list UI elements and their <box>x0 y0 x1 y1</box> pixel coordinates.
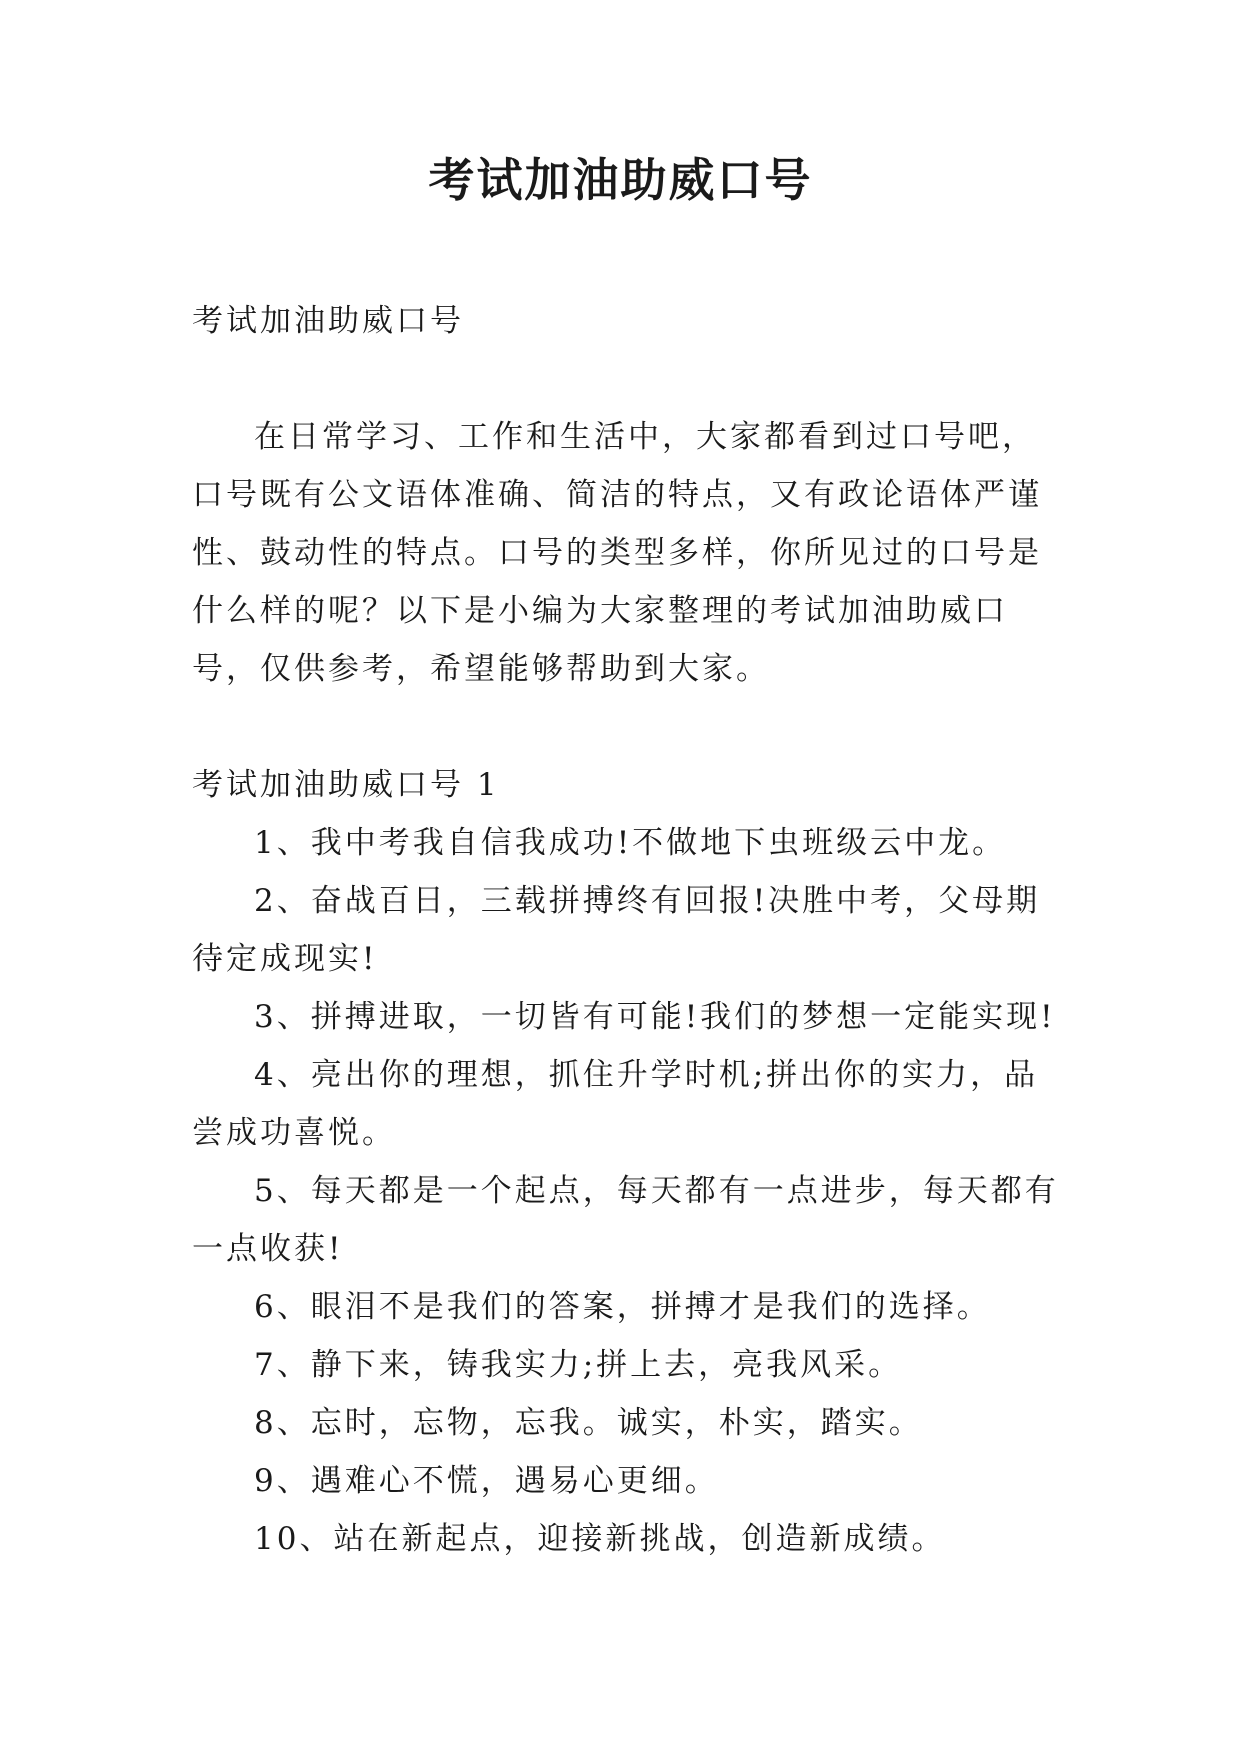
slogan-item: 10、站在新起点，迎接新挑战，创造新成绩。 <box>254 1521 946 1557</box>
slogan-item: 5、每天都是一个起点，每天都有一点进步，每天都有一点收获! <box>192 1173 1059 1267</box>
intro-paragraph: 在日常学习、工作和生活中，大家都看到过口号吧，口号既有公文语体准确、简洁的特点，又有政论语体严谨性、鼓动性的特点。口号的类型多样，你所见过的口号是什么样的呢？以下是小编为大家整理的考试加油助威口号，仅供参考，希望能够帮助到大家。 <box>192 419 1042 687</box>
slogan-item: 8、忘时，忘物，忘我。诚实，朴实，踏实。 <box>254 1405 923 1441</box>
slogan-item: 2、奋战百日，三载拼搏终有回报!决胜中考，父母期待定成现实! <box>192 883 1041 977</box>
document-subtitle: 考试加油助威口号 <box>192 303 464 339</box>
slogan-item: 1、我中考我自信我成功!不做地下虫班级云中龙。 <box>254 825 1007 861</box>
slogan-item: 7、静下来，铸我实力;拼上去，亮我风采。 <box>254 1347 903 1383</box>
slogan-item: 6、眼泪不是我们的答案，拼搏才是我们的选择。 <box>254 1289 991 1325</box>
document-title: 考试加油助威口号 <box>428 153 813 207</box>
slogan-item: 4、亮出你的理想，抓住升学时机;拼出你的实力，品尝成功喜悦。 <box>192 1057 1039 1151</box>
document-body <box>192 292 1062 1568</box>
slogan-item: 9、遇难心不慌，遇易心更细。 <box>254 1463 719 1499</box>
section-heading: 考试加油助威口号 1 <box>192 767 500 803</box>
slogan-item: 3、拼搏进取，一切皆有可能!我们的梦想一定能实现! <box>254 999 1056 1035</box>
